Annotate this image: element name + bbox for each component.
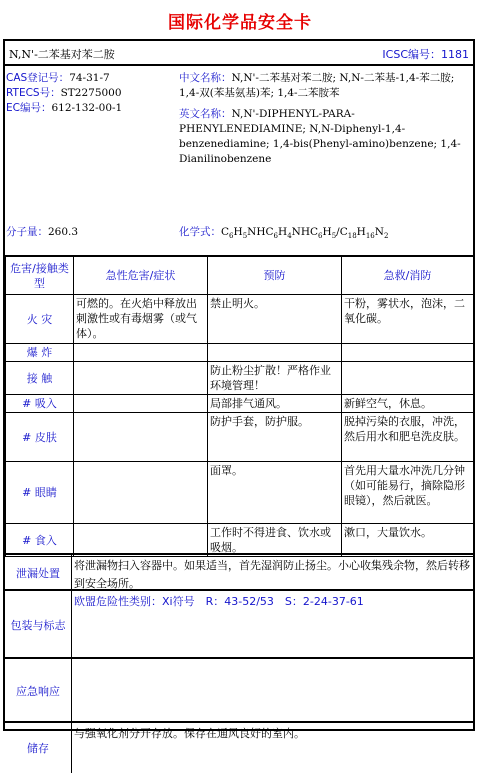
row-prevention: 防止粉尘扩散！严格作业环境管理！ (208, 362, 342, 395)
row-symptom (74, 395, 208, 413)
row-prevention: 禁止明火。 (208, 295, 342, 344)
safety-card (3, 39, 475, 755)
rtecs-label: RTECS号： (6, 87, 61, 99)
row-prevention: 工作时不得进食、饮水或吸烟。 (208, 524, 342, 557)
en-name-value: N,N'-DIPHENYL-PARA-PHENYLENEDIAMINE; N,N-Diphenyl-1,4-benzenediamine; 1,4-bis(Phenyl-amino)benzene; 1,4-Dianilinobenzene (179, 108, 461, 165)
table-row (6, 295, 474, 344)
cas-label: CAS登记号： (6, 72, 70, 84)
names (179, 71, 471, 167)
storage-label: 储存 (5, 723, 72, 773)
mw-value: 260.3 (48, 226, 79, 238)
table-row (6, 344, 474, 362)
row-type: 接 触 (6, 362, 74, 395)
molecular-weight (6, 225, 78, 240)
storage-section (5, 721, 473, 773)
formula-label: 化学式： (179, 226, 221, 238)
card-title: 国际化学品安全卡 (168, 13, 312, 33)
emergency-section (5, 657, 473, 723)
leak-text: 将泄漏物扫入容器中。如果适当，首先湿润防止扬尘。小心收集残余物，然后转移到安全场所。 (74, 559, 470, 590)
name-row (5, 41, 473, 66)
row-type: 爆 炸 (6, 344, 74, 362)
table-row (6, 362, 474, 395)
cn-name-value: N,N'-二苯基对苯二胺; N,N-二苯基-1,4-苯二胺; 1,4-双(苯基氨基)苯; 1,4-二苯胺苯 (179, 72, 455, 99)
hazard-header-row (6, 257, 474, 295)
formula-value: $C_6H_5NHC_6H_4NHC_6H_5/C_{18}H_{16}N_2$ (221, 226, 389, 241)
hazard-table (5, 256, 474, 557)
en-name-label: 英文名称： (179, 108, 232, 120)
row-aid: 首先用大量水冲洗几分钟（如可能易行，摘除隐形眼镜），然后就医。 (342, 462, 474, 524)
row-aid: 新鲜空气，休息。 (342, 395, 474, 413)
header-type: 危害/接触类型 (6, 257, 74, 295)
row-type: 火 灾 (6, 295, 74, 344)
ec-value: 612-132-00-1 (51, 102, 123, 114)
packaging-section (5, 589, 473, 659)
cn-name-label: 中文名称： (179, 72, 232, 84)
row-symptom (74, 362, 208, 395)
row-symptom (74, 344, 208, 362)
row-aid (342, 362, 474, 395)
chemical-name: N,N'-二苯基对苯二胺 (9, 48, 115, 61)
mw-label: 分子量： (6, 226, 48, 238)
row-symptom (74, 413, 208, 462)
ec-label: EC编号： (6, 102, 52, 114)
identity-block (5, 66, 473, 257)
row-aid: 漱口，大量饮水。 (342, 524, 474, 557)
row-symptom (74, 524, 208, 557)
row-prevention: 局部排气通风。 (208, 395, 342, 413)
row-prevention (208, 344, 342, 362)
table-row (6, 524, 474, 557)
identifiers (6, 71, 171, 116)
row-prevention: 面罩。 (208, 462, 342, 524)
row-prevention: 防护手套，防护服。 (208, 413, 342, 462)
storage-text: 与强氧化剂分开存放。保存在通风良好的室内。 (74, 727, 305, 740)
row-type: # 眼睛 (6, 462, 74, 524)
table-row (6, 395, 474, 413)
row-type: # 吸入 (6, 395, 74, 413)
leak-label: 泄漏处置 (5, 555, 72, 591)
rtecs-value: ST2275000 (60, 87, 122, 99)
row-type: # 皮肤 (6, 413, 74, 462)
row-aid: 脱掉污染的衣服，冲洗，然后用水和肥皂洗皮肤。 (342, 413, 474, 462)
row-aid: 干粉，雾状水，泡沫，二氧化碳。 (342, 295, 474, 344)
header-prevention: 预防 (208, 257, 342, 295)
header-aid: 急救/消防 (342, 257, 474, 295)
chemical-formula (179, 225, 388, 244)
emergency-label: 应急响应 (5, 659, 72, 723)
header-symptom: 急性危害/症状 (74, 257, 208, 295)
row-type: # 食入 (6, 524, 74, 557)
icsc-number: ICSC编号：1181 (382, 48, 469, 61)
cas-value: 74-31-7 (69, 72, 110, 84)
packaging-text: 欧盟危险性类别：Xi符号 R：43-52/53 S：2-24-37-61 (74, 595, 364, 608)
row-symptom (74, 462, 208, 524)
row-symptom: 可燃的。在火焰中释放出刺激性或有毒烟雾（或气体）。 (74, 295, 208, 344)
table-row (6, 462, 474, 524)
leak-section (5, 553, 473, 591)
table-row (6, 413, 474, 462)
row-aid (342, 344, 474, 362)
packaging-label: 包装与标志 (5, 591, 72, 659)
